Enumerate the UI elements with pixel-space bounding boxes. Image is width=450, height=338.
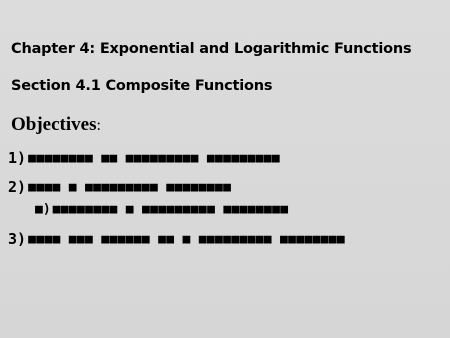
objectives-label: Objectives: [11, 114, 97, 135]
objective-item-1: [8, 149, 280, 167]
objective-text-glyphs: ■■■■■■■■ ■■ ■■■■■■■■■ ■■■■■■■■■: [28, 150, 280, 166]
objectives-colon: :: [96, 117, 101, 134]
objective-text-glyphs: ■■■■ ■ ■■■■■■■■■ ■■■■■■■■: [28, 179, 232, 195]
objective-subitem-2a: [35, 200, 288, 218]
objective-number: 2): [8, 178, 27, 196]
objective-number: 1): [8, 149, 27, 167]
objective-item-2: [8, 178, 231, 196]
objective-number: ■): [35, 201, 51, 217]
objectives-heading: [11, 114, 101, 136]
objective-text-glyphs: ■■■■ ■■■ ■■■■■■ ■■ ■ ■■■■■■■■■ ■■■■■■■■: [28, 231, 346, 247]
chapter-title: Chapter 4: Exponential and Logarithmic Functions: [11, 41, 412, 57]
objective-text-glyphs: ■■■■■■■■ ■ ■■■■■■■■■ ■■■■■■■■: [52, 201, 289, 217]
objective-number: 3): [8, 230, 27, 248]
section-title: Section 4.1 Composite Functions: [11, 78, 273, 94]
objective-item-3: [8, 230, 345, 248]
